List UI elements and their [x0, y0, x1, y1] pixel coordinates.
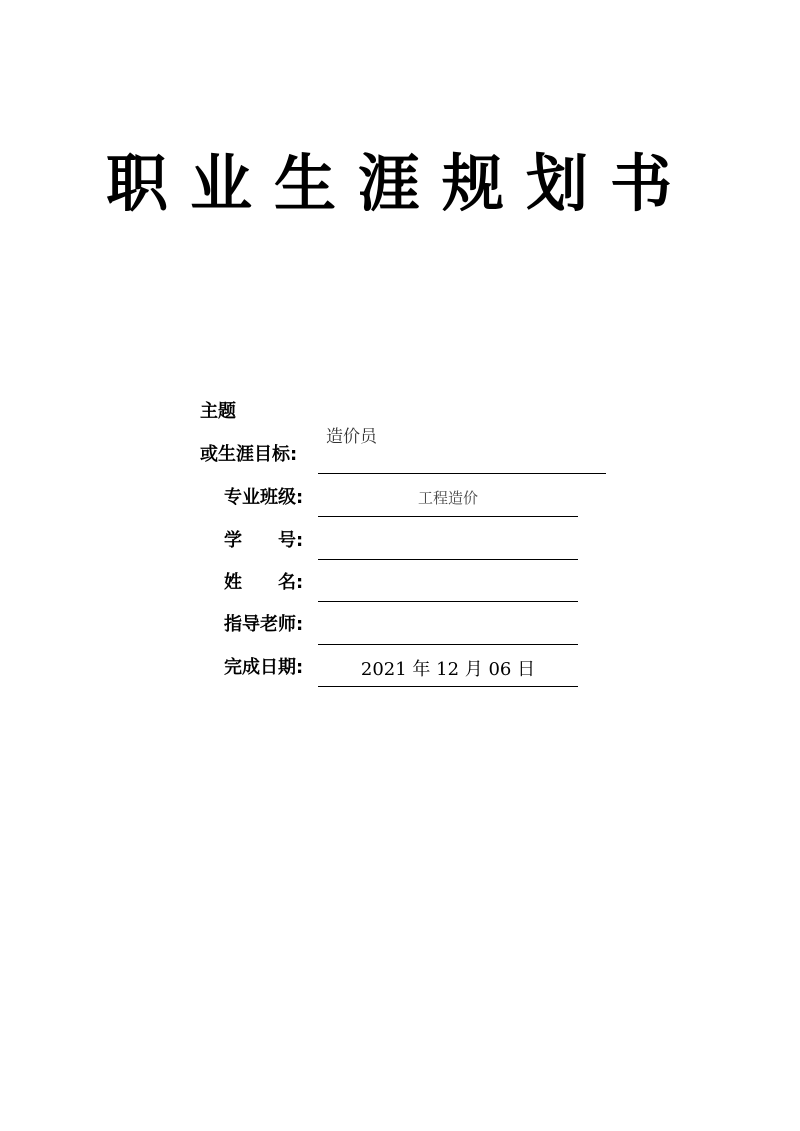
major-underline [318, 516, 578, 517]
topic-underline [318, 473, 606, 474]
topic-value: 造价员 [326, 427, 377, 447]
major-label: 专业班级: [224, 487, 304, 508]
date-label: 完成日期: [224, 657, 304, 678]
major-value: 工程造价 [417, 489, 478, 507]
student-id-label: 学 号: [224, 530, 304, 551]
name-label: 姓 名: [224, 572, 304, 593]
topic-label-line2: 或生涯目标: [200, 444, 298, 465]
date-underline [318, 686, 578, 687]
date-value: 2021 年 12 月 06 日 [360, 659, 536, 680]
advisor-underline [318, 644, 578, 645]
student-id-underline [318, 559, 578, 560]
name-underline [318, 601, 578, 602]
advisor-label: 指导老师: [224, 614, 304, 635]
document-title: 职业生涯规划书 [105, 147, 694, 220]
topic-label-line1: 主题 [200, 401, 236, 422]
